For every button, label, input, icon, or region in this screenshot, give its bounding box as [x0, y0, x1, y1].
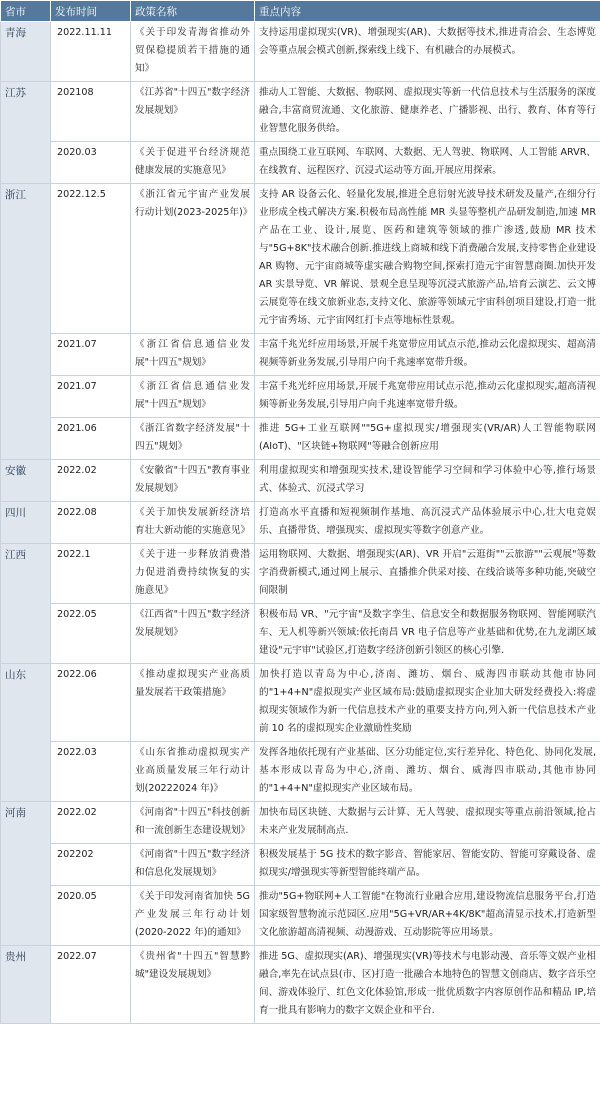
table-row: [1, 886, 600, 946]
policy-cell: 《贵州省"十四五"智慧黔城"建设发展规划》: [131, 946, 255, 1024]
content-cell: 积极发展基于 5G 技术的数字影音、智能家居、智能安防、智能可穿戴设备、虚拟现实/增强现实等新型智能终端产品。: [255, 844, 600, 886]
content-cell: 支持 AR 设备云化、轻量化发展,推进全息衍射光波导技术研发及量产,在细分行业形成全栈式解决方案.积极布局高性能 MR 头显等整机产品研发制造,加速 MR 产品在工业、设计,展览、医药和建筑等领域的推广渗透,鼓励 MR 技术与"5G+8K"技术融合创新.推进线上商城和线下消费融合发展,支持零售企业建设 AR 购物、元宇宙商城等虚实融合购物空间,探索打造元宇宙智慧商圈.加快开发 AR 实景导览、VR 解说、景观全息呈现等沉浸式旅游产品,培育云演艺、云文博云展览等在线文旅新业态,支持文化、旅游等领域元宇宙科创项目建设,打造一批元宇宙秀场、元宇宙网红打卡点等地标性景观。: [255, 184, 600, 334]
table-row: [1, 604, 600, 664]
table-row: [1, 742, 600, 802]
policy-cell: 《浙江省信息通信业发展"十四五"规划》: [131, 376, 255, 418]
date-cell: 2021.06: [51, 418, 131, 460]
header-policy: 政策名称: [131, 1, 255, 22]
table-row: [1, 502, 600, 544]
content-cell: 运用物联网、大数据、增强现实(AR)、VR 开启"云逛街""云旅游""云观展"等数字消费新模式,通过网上展示、直播推介供采对接、在线洽谈等多种功能,突破空间限制: [255, 544, 600, 604]
policy-cell: 《河南省"十四五"数字经济和信息化发展规划》: [131, 844, 255, 886]
content-cell: 加快布局区块链、大数据与云计算、无人驾驶、虚拟现实等重点前沿领域,抢占未来产业发展制高点.: [255, 802, 600, 844]
header-date: 发布时间: [51, 1, 131, 22]
table-row: [1, 664, 600, 742]
content-cell: 支持运用虚拟现实(VR)、增强现实(AR)、大数据等技术,推进青洽会、生态博览会等重点展会模式创新,探索线上线下、有机融合的办展模式。: [255, 22, 600, 82]
content-cell: 丰富千兆光纤应用场景,开展千兆宽带应用试点示范,推动云化虚拟现实,超高清视频等新业务发展,引导用户向千兆速率宽带升级。: [255, 376, 600, 418]
table-row: [1, 376, 600, 418]
policy-cell: 《江西省"十四五"数字经济发展规划》: [131, 604, 255, 664]
content-cell: 打造高水平直播和短视频制作基地、高沉浸式产品体验展示中心,壮大电竞娱乐、直播带货、增强现实、虚拟现实等数字创意产业。: [255, 502, 600, 544]
content-cell: 丰富千兆光纤应用场景,开展千兆宽带应用试点示范,推动云化虚拟现实、超高清视频等新业务发展,引导用户向千兆速率宽带升级。: [255, 334, 600, 376]
date-cell: 2022.03: [51, 742, 131, 802]
table-row: [1, 802, 600, 844]
date-cell: 2022.1: [51, 544, 131, 604]
date-cell: 2022.02: [51, 460, 131, 502]
table-row: [1, 142, 600, 184]
province-cell: 江苏: [1, 82, 51, 184]
province-cell: 河南: [1, 802, 51, 946]
date-cell: 2021.07: [51, 334, 131, 376]
header-row: [1, 1, 600, 22]
date-cell: 2022.07: [51, 946, 131, 1024]
province-cell: 安徽: [1, 460, 51, 502]
province-cell: 山东: [1, 664, 51, 802]
table-row: [1, 946, 600, 1024]
table-body: [1, 22, 600, 1024]
date-cell: 2020.03: [51, 142, 131, 184]
policy-cell: 《关于加快发展新经济培育壮大新动能的实施意见》: [131, 502, 255, 544]
content-cell: 推动"5G+物联网+人工智能"在物流行业融合应用,建设物流信息服务平台,打造国家级智慧物流示范园区.应用"5G+VR/AR+4K/8K"超高清显示技术,打造新型文化旅游超高清视频、动漫游戏、互动影院等应用场景。: [255, 886, 600, 946]
province-cell: 江西: [1, 544, 51, 664]
policy-cell: 《浙江省数字经济发展"十四五"规划》: [131, 418, 255, 460]
province-cell: 青海: [1, 22, 51, 82]
date-cell: 2022.12.5: [51, 184, 131, 334]
policy-cell: 《江苏省"十四五"数字经济发展规划》: [131, 82, 255, 142]
province-cell: 四川: [1, 502, 51, 544]
table-row: [1, 22, 600, 82]
policy-cell: 《推动虚拟现实产业高质量发展若干政策措施》: [131, 664, 255, 742]
header-province: 省市: [1, 1, 51, 22]
date-cell: 2022.05: [51, 604, 131, 664]
date-cell: 2022.06: [51, 664, 131, 742]
date-cell: 2020.05: [51, 886, 131, 946]
policy-cell: 《浙江省信息通信业发展"十四五"规划》: [131, 334, 255, 376]
content-cell: 推进 5G+工业互联网""5G+虚拟现实/增强现实(VR/AR)人工智能物联网(AIoT)、"区块链+物联网"等融合创新应用: [255, 418, 600, 460]
province-cell: 浙江: [1, 184, 51, 460]
content-cell: 利用虚拟现实和增强现实技术,建设智能学习空间和学习体验中心等,推行场景式、体验式、沉浸式学习: [255, 460, 600, 502]
table-row: [1, 460, 600, 502]
policy-cell: 《河南省"十四五"科技创新和一流创新生态建设规划》: [131, 802, 255, 844]
policy-cell: 《安徽省"十四五"教育事业发展规划》: [131, 460, 255, 502]
content-cell: 推动人工智能、大数据、物联网、虚拟现实等新一代信息技术与生活服务的深度融合,丰富商贸流通、文化旅游、健康养老、广播影视、出行、教育、体育等行业智慧化服务供给。: [255, 82, 600, 142]
content-cell: 加快打造以青岛为中心,济南、潍坊、烟台、威海四市联动其他市协同的"1+4+N"虚拟现实产业区域布局:鼓励虚拟现实企业加大研发经费投入:将虚拟现实领域作为新一代信息技术产业的重要支持方向,列入新一代信息技术产业前 10 名的虚拟现实企业激励性奖励: [255, 664, 600, 742]
date-cell: 2022.08: [51, 502, 131, 544]
content-cell: 积极布局 VR、"元宇宙"及数字孪生、信息安全和数据服务物联网、智能网联汽车、无人机等新兴领域:依托南昌 VR 电子信息等产业基础和优势,在九龙湖区域建设"元宇审"试验区,打造数字经济创新引领区的核心引擎.: [255, 604, 600, 664]
policy-cell: 《山东省推动虚拟现实产业高质量发展三年行动计划(20222024 年)》: [131, 742, 255, 802]
table-row: [1, 544, 600, 604]
table-row: [1, 184, 600, 334]
province-cell: 贵州: [1, 946, 51, 1024]
content-cell: 重点围绕工业互联网、车联网、大数据、无人驾驶、物联网、人工智能 ARVR、在线教育、远程医疗、沉浸式运动等方面,开展应用探索。: [255, 142, 600, 184]
policy-cell: 《关于促进平台经济规范健康发展的实施意见》: [131, 142, 255, 184]
policy-cell: 《浙江省元宇宙产业发展行动计划(2023-2025年)》: [131, 184, 255, 334]
date-cell: 202202: [51, 844, 131, 886]
date-cell: 2022.11.11: [51, 22, 131, 82]
content-cell: 发挥各地依托现有产业基础、区分功能定位,实行差异化、特色化、协同化发展,基本形成以青岛为中心,济南、潍坊、烟台、威海四市联动,其他市协同的"1+4+N"虚拟现实产业区域布局。: [255, 742, 600, 802]
policy-cell: 《关于印发河南省加快 5G 产业发展三年行动计划(2020-2022 年)的通知》: [131, 886, 255, 946]
table-row: [1, 334, 600, 376]
date-cell: 202108: [51, 82, 131, 142]
policy-cell: 《关于印发青海省推动外贸保稳提质若干措施的通知》: [131, 22, 255, 82]
table-row: [1, 844, 600, 886]
policy-cell: 《关于进一步释放消费潜力促进消费持续恢复的实施意见》: [131, 544, 255, 604]
date-cell: 2021.07: [51, 376, 131, 418]
content-cell: 推进 5G、虚拟现实(AR)、增强现实(VR)等技术与电影动漫、音乐等文娱产业相融合,率先在试点县(市、区)打造一批融合本地特色的智慧文创商店、数字音乐空间、游戏体验厅、红色文化体验馆,形成一批优质数字内容原创作品和精品 IP,培育一批具有影响力的数字文娱企业和平台.: [255, 946, 600, 1024]
table-row: [1, 82, 600, 142]
date-cell: 2022.02: [51, 802, 131, 844]
header-content: 重点内容: [255, 1, 600, 22]
table-row: [1, 418, 600, 460]
